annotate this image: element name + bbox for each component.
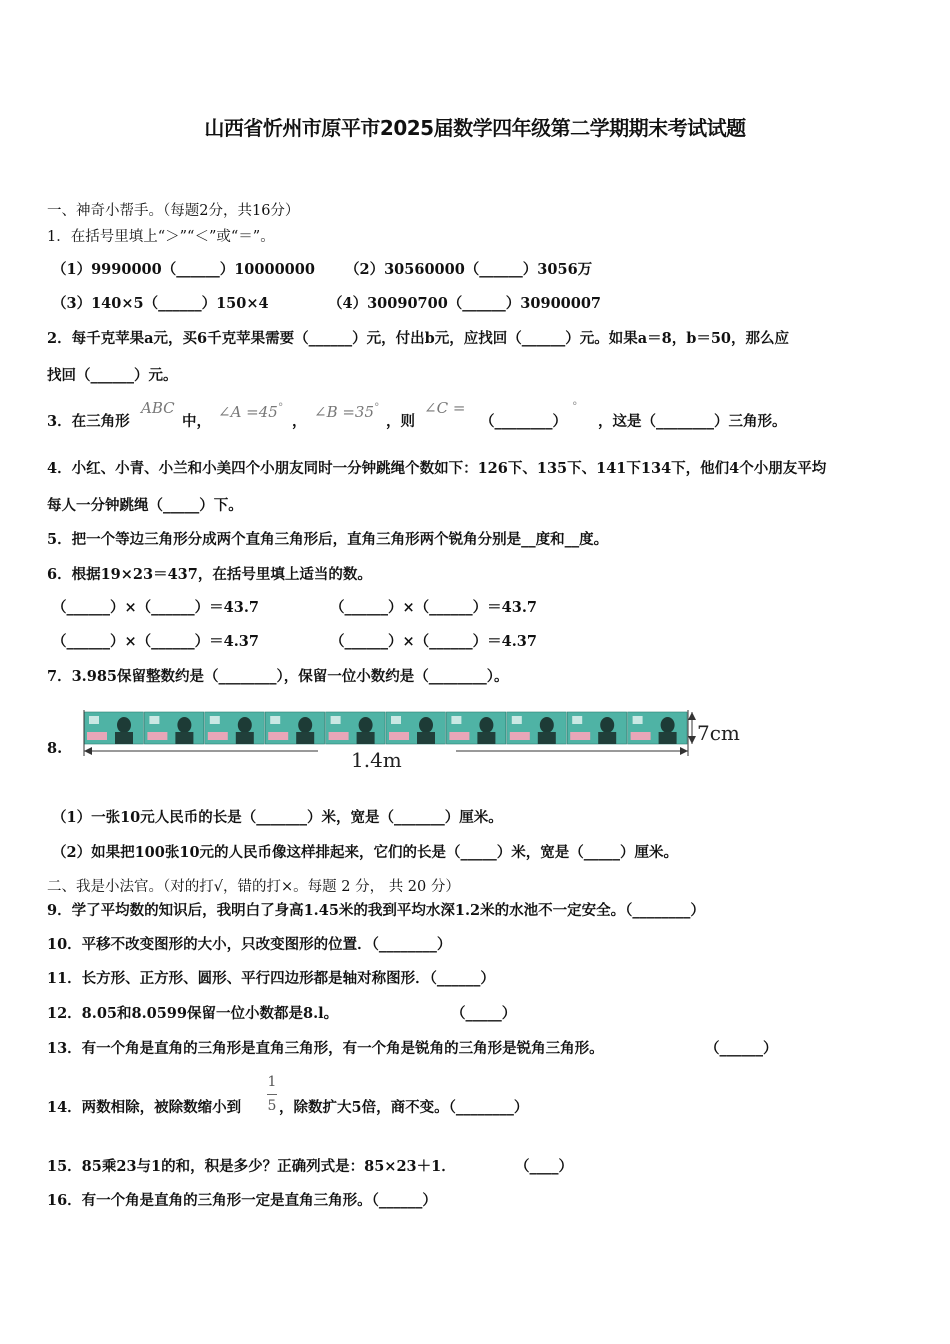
q3-angle-b: ∠B =35° <box>314 401 380 421</box>
banknote <box>628 712 687 744</box>
q9-text: 9．学了平均数的知识后，我明白了身高1.45米的我到平均水深1.2米的水池不一定安全。（________） <box>47 902 705 919</box>
q10-text: 10．平移不改变图形的大小，只改变图形的位置．（________） <box>47 936 452 953</box>
q2-line2: 找回（______）元。 <box>47 367 178 384</box>
q11-text: 11．长方形、正方形、圆形、平行四边形都是轴对称图形．（______） <box>47 970 495 987</box>
q8-number: 8. <box>47 740 63 757</box>
q6-row2-right: （______）×（______）＝4.37 <box>330 633 537 650</box>
page-title: 山西省忻州市原平市2025届数学四年级第二学期期末考试试题 <box>204 116 746 140</box>
banknote <box>446 712 505 744</box>
banknote <box>84 712 143 744</box>
q12-blank: （_____） <box>451 1005 517 1022</box>
q3-suffix: ，这是（________）三角形。 <box>598 413 787 430</box>
q14-fraction-denominator: 5 <box>267 1098 277 1114</box>
q15-blank: （____） <box>515 1158 573 1175</box>
q6-row1-left: （______）×（______）＝43.7 <box>52 599 259 616</box>
q3-prefix: 3．在三角形 <box>47 413 130 430</box>
q1-part2: （2）30560000（______）3056万 <box>345 261 593 278</box>
q3-triangle-abc: ABC <box>141 399 175 417</box>
q15-text: 15．85乘23与1的和，积是多少？正确列式是：85×23＋1． <box>47 1158 456 1175</box>
q14-prefix: 14．两数相除，被除数缩小到 <box>47 1099 242 1116</box>
q6-stem: 6．根据19×23＝437，在括号里填上适当的数。 <box>47 566 372 583</box>
q3-then: ，则 <box>386 413 415 430</box>
q3-mid: 中， <box>182 413 211 430</box>
q1-part1: （1）9990000（______）10000000 <box>52 261 315 278</box>
q3-comma: ， <box>292 413 307 430</box>
banknote <box>326 712 385 744</box>
section1-header: 一、神奇小帮手。（每题2分，共16分） <box>47 203 300 219</box>
q3-degree-mark: ° <box>572 400 578 413</box>
q6-row1-right: （______）×（______）＝43.7 <box>330 599 537 616</box>
banknote-strip-figure <box>78 704 748 774</box>
q14-fraction-numerator: 1 <box>267 1074 277 1090</box>
q8-sub2: （2）如果把100张10元的人民币像这样排起来，它们的长是（_____）米，宽是（_____）厘米。 <box>52 844 679 861</box>
q13-blank: （______） <box>705 1040 778 1057</box>
banknote <box>507 712 566 744</box>
q5-text: 5．把一个等边三角形分成两个直角三角形后，直角三角形两个锐角分别是__度和__度。 <box>47 531 609 548</box>
q2-line1: 2．每千克苹果a元，买6千克苹果需要（______）元，付出b元，应找回（______）元。如果a＝8，b＝50，那么应 <box>47 330 790 347</box>
q3-blank: （________） <box>480 413 567 430</box>
q4-line1: 4．小红、小青、小兰和小美四个小朋友同时一分钟跳绳个数如下：126下、135下、141下134下，他们4个小朋友平均 <box>47 460 827 477</box>
q3-angle-a: ∠A =45° <box>218 401 284 421</box>
section2-header: 二、我是小法官。（对的打√，错的打×。每题 2 分， 共 20 分） <box>47 879 460 895</box>
q7-text: 7．3.985保留整数约是（________），保留一位小数约是（________）。 <box>47 668 509 685</box>
q14-suffix: ，除数扩大5倍，商不变。（________） <box>279 1099 529 1116</box>
banknote-strip <box>84 712 687 744</box>
q8-sub1: （1）一张10元人民币的长是（_______）米，宽是（_______）厘米。 <box>52 809 503 826</box>
q13-text: 13．有一个角是直角的三角形是直角三角形，有一个角是锐角的三角形是锐角三角形。 <box>47 1040 604 1057</box>
q4-line2: 每人一分钟跳绳（_____）下。 <box>47 497 243 514</box>
banknote <box>265 712 324 744</box>
q1-stem: 1．在括号里填上“＞”“＜”或“＝”。 <box>47 229 275 245</box>
q3-angle-c: ∠C = <box>424 399 466 417</box>
width-label: 7cm <box>697 721 740 745</box>
q16-text: 16．有一个角是直角的三角形一定是直角三角形。（______） <box>47 1192 437 1209</box>
q1-part4: （4）30090700（______）30900007 <box>328 295 602 312</box>
banknote <box>205 712 264 744</box>
q14-fraction-bar <box>267 1094 277 1095</box>
banknote <box>144 712 203 744</box>
q1-part3: （3）140×5（______）150×4 <box>52 295 269 312</box>
banknote <box>386 712 445 744</box>
q12-text: 12．8.05和8.0599保留一位小数都是8.l。 <box>47 1005 339 1022</box>
banknote <box>567 712 626 744</box>
length-label: 1.4m <box>351 748 402 772</box>
q6-row2-left: （______）×（______）＝4.37 <box>52 633 259 650</box>
